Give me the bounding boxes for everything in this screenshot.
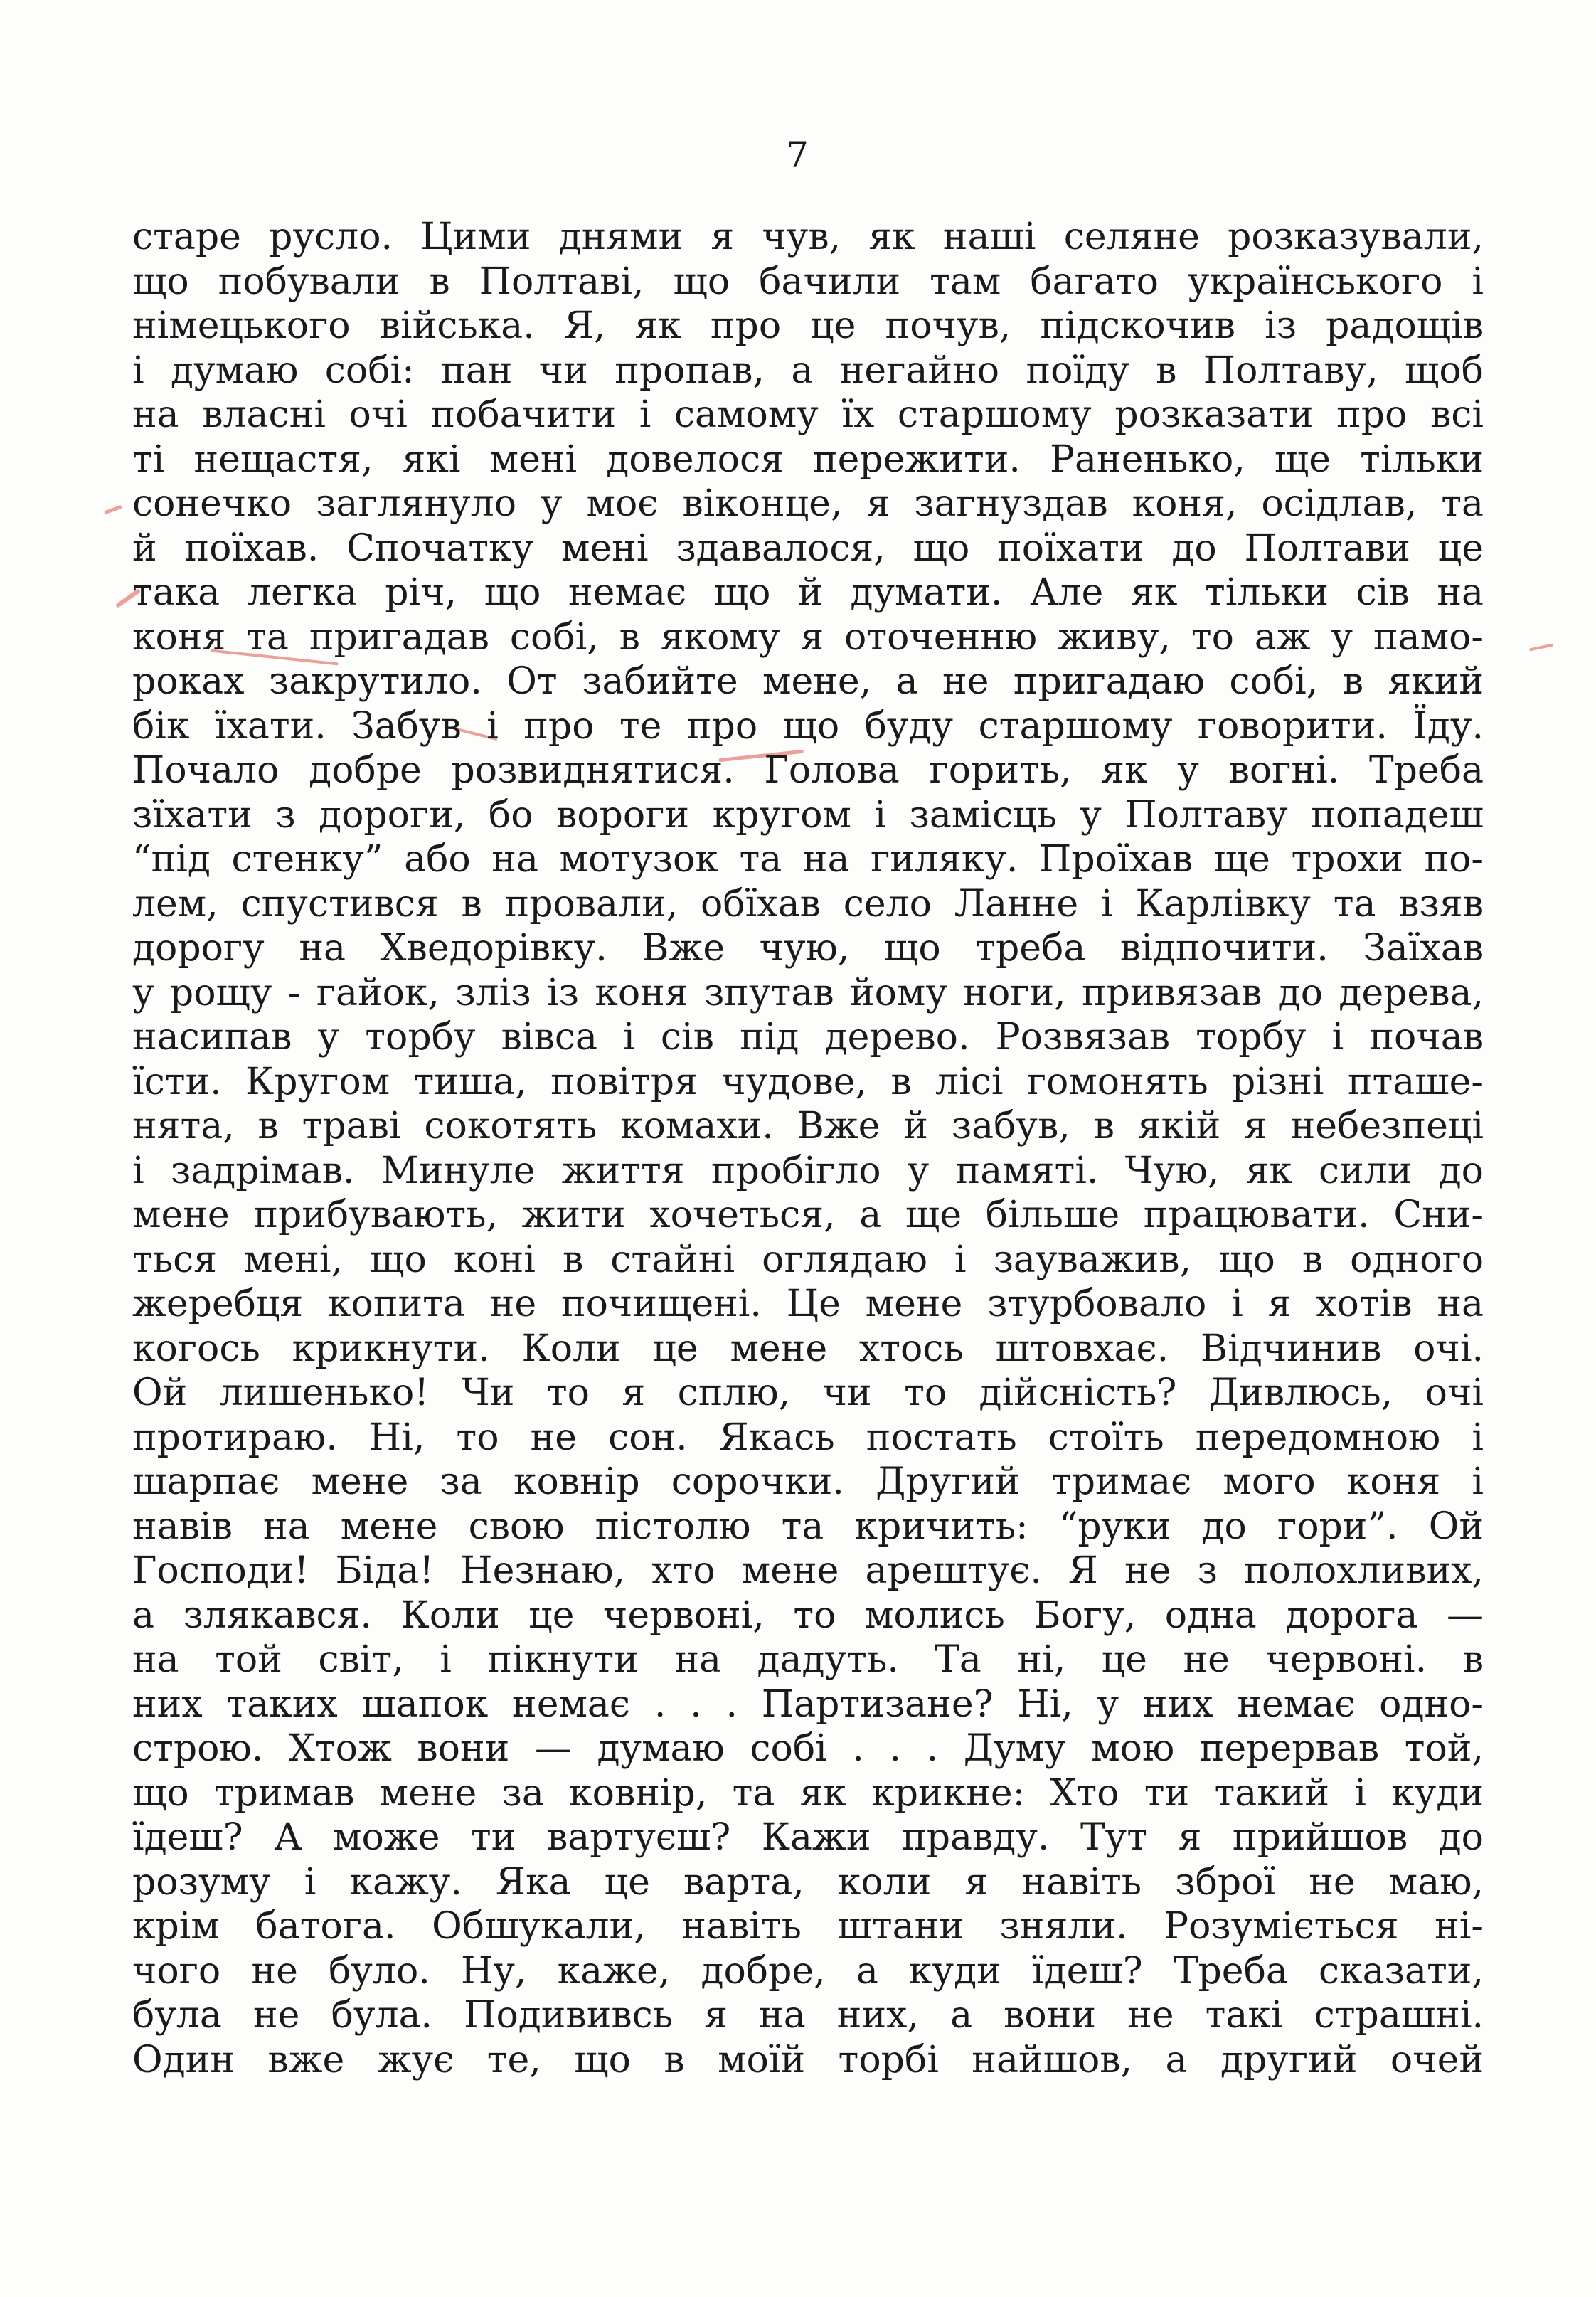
text-line: німецького війська. Я, як про це почув, підскочив із радощів (132, 304, 1484, 347)
text-line: мене прибувають, жити хочеться, а ще більше працювати. Сни- (132, 1194, 1484, 1236)
text-line: Почало добре розвиднятися. Голова горить, як у вогні. Треба (132, 749, 1484, 792)
pencil-mark (1529, 644, 1553, 652)
text-line: сонечко заглянуло у моє віконце, я загнуздав коня, осідлав, та (132, 482, 1484, 525)
text-line: Ой лишенько! Чи то я сплю, чи то дійсність? Дивлюсь, очі (132, 1372, 1484, 1414)
body-text (132, 215, 1484, 2082)
pencil-mark (104, 505, 122, 515)
text-line: їдеш? А може ти вартуєш? Кажи правду. Тут я прийшов до (132, 1816, 1484, 1859)
text-line: і думаю собі: пан чи пропав, а негайно поїду в Полтаву, щоб (132, 349, 1484, 392)
text-line: коня та пригадав собі, в якому я оточенню живу, то аж у памо- (132, 615, 1484, 659)
text-line: чого не було. Ну, каже, добре, а куди їдеш? Треба сказати, (132, 1949, 1484, 1993)
text-line: навів на мене свою пістолю та кричить: “руки до гори”. Ой (132, 1505, 1484, 1548)
text-line: і задрімав. Минуле життя пробігло у памяті. Чую, як сили до (132, 1149, 1484, 1192)
text-line: така легка річ, що немає що й думати. Але як тільки сів на (132, 571, 1484, 614)
text-line: Один вже жує те, що в моїй торбі найшов, а другий очей (132, 2038, 1484, 2081)
text-line: що тримав мене за ковнір, та як крикне: Хто ти такий і куди (132, 1771, 1484, 1815)
text-line: ться мені, що коні в стайні оглядаю і зауважив, що в одного (132, 1238, 1484, 1281)
text-line: “під стенку” або на мотузок та на гиляку. Проїхав ще трохи по- (132, 838, 1484, 881)
text-line: старе русло. Цими днями я чув, як наші селяне розказували, (132, 216, 1484, 258)
text-line: когось крикнути. Коли це мене хтось штовхає. Відчинив очі. (132, 1327, 1484, 1370)
text-line: ті нещастя, які мені довелося пережити. Раненько, ще тільки (132, 437, 1484, 481)
text-line: й поїхав. Спочатку мені здавалося, що поїхати до Полтави це (132, 526, 1484, 570)
page-number: 7 (786, 134, 810, 176)
text-line: їсти. Кругом тиша, повітря чудове, в лісі гомонять різні пташе- (132, 1060, 1484, 1103)
text-line: шарпає мене за ковнір сорочки. Другий тримає мого коня і (132, 1460, 1484, 1503)
text-line: жеребця копита не почищені. Це мене зтурбовало і я хотів на (132, 1283, 1484, 1325)
text-line: дорогу на Хведорівку. Вже чую, що треба відпочити. Заїхав (132, 927, 1484, 970)
text-line: крім батога. Обшукали, навіть штани зняли. Розуміється ні- (132, 1905, 1484, 1948)
text-line: зїхати з дороги, бо вороги кругом і замісць у Полтаву попадеш (132, 793, 1484, 837)
text-line: них таких шапок немає . . . Партизане? Ні, у них немає одно- (132, 1682, 1484, 1726)
text-line: роках закрутило. От забийте мене, а не пригадаю собі, в який (132, 660, 1484, 703)
text-line: у рощу - гайок, зліз із коня зпутав йому ноги, привязав до дерева, (132, 971, 1484, 1014)
text-line: Господи! Біда! Незнаю, хто мене арештує. Я не з полохливих, (132, 1549, 1484, 1592)
text-line: бік їхати. Забув і про те про що буду старшому говорити. Їду. (132, 704, 1484, 748)
text-line: на той світ, і пікнути на дадуть. Та ні, це не червоні. в (132, 1638, 1484, 1681)
text-line: була не була. Подививсь я на них, а вони не такі страшні. (132, 1994, 1484, 2037)
text-line: лем, спустився в провали, обїхав село Ланне і Карлівку та взяв (132, 882, 1484, 925)
text-line: на власні очі побачити і самому їх старшому розказати про всі (132, 393, 1484, 436)
text-line: розуму і кажу. Яка це варта, коли я навіть зброї не маю, (132, 1860, 1484, 1904)
text-line: що побували в Полтаві, що бачили там багато українського і (132, 260, 1484, 303)
text-line: насипав у торбу вівса і сів під дерево. Розвязав торбу і почав (132, 1016, 1484, 1059)
text-line: нята, в траві сокотять комахи. Вже й забув, в якій я небезпеці (132, 1105, 1484, 1147)
text-line: строю. Хтож вони — думаю собі . . . Думу мою перервав той, (132, 1727, 1484, 1770)
text-line: протираю. Ні, то не сон. Якась постать стоїть передомною і (132, 1416, 1484, 1459)
text-line: а злякався. Коли це червоні, то молись Богу, одна дорога — (132, 1593, 1484, 1637)
